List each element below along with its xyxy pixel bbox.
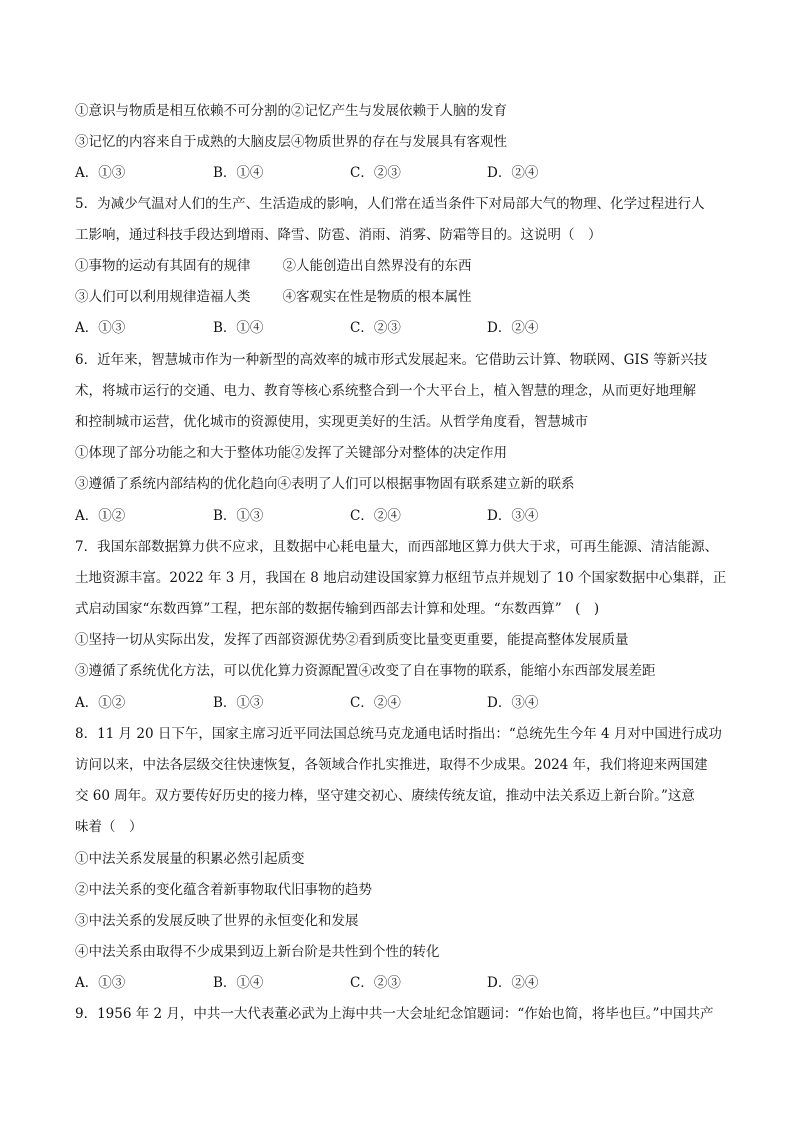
q6-option-b[interactable]: B．①③ — [213, 508, 264, 524]
q5-statement-1: ①事物的运动有其固有的规律 — [75, 258, 251, 274]
q6-option-d[interactable]: D．③④ — [487, 508, 539, 524]
q4-option-a[interactable]: A．①③ — [75, 165, 126, 181]
q8-statement-3: ③中法关系的发展反映了世界的永恒变化和发展 — [75, 913, 359, 929]
q4-option-b[interactable]: B．①④ — [213, 165, 264, 181]
q7-statement-1: ①坚持一切从实际出发，发挥了西部资源优势②看到质变比量变更重要，能提高整体发展质量 — [75, 632, 629, 648]
q7-option-c[interactable]: C．②④ — [350, 695, 401, 711]
q5-statement-2: ②人能创造出自然界没有的东西 — [282, 258, 472, 274]
q8-stem-line-3: 交 60 周年。双方要传好历史的接力棒，坚守建交初心、赓续传统友谊，推动中法关系迈上新台阶。”这意 — [75, 788, 695, 804]
q6-statement-1: ①体现了部分功能之和大于整体功能②发挥了关键部分对整体的决定作用 — [75, 445, 507, 461]
q8-stem-line-2: 访问以来，中法各层级交往快速恢复，各领域合作扎实推进，取得不少成果。2024 年，我们将迎来两国建 — [75, 757, 708, 773]
q8-option-a[interactable]: A．①③ — [75, 975, 126, 991]
q5-statement-3: ③人们可以利用规律造福人类 — [75, 289, 251, 305]
q5-option-a[interactable]: A．①③ — [75, 320, 126, 336]
q9-stem-line-1: 9．1956 年 2 月，中共一大代表董必武为上海中共一大会址纪念馆题词：“作始也简，将毕也巨。”中国共产 — [75, 1006, 714, 1022]
q5-statement-4: ④客观实在性是物质的根本属性 — [282, 289, 472, 305]
q8-stem-line-4: 味着（ ） — [75, 819, 143, 835]
q5-stem-line-1: 5．为减少气温对人们的生产、生活造成的影响，人们常在适当条件下对局部大气的物理、化学过程进行人 — [75, 196, 705, 212]
q7-statement-2: ③遵循了系统优化方法，可以优化算力资源配置④改变了自在事物的联系，能缩小东西部发展差距 — [75, 663, 656, 679]
q5-statement-row-1 — [75, 256, 472, 276]
q6-stem-line-3: 和控制城市运营，优化城市的资源使用，实现更美好的生活。从哲学角度看，智慧城市 — [75, 414, 588, 430]
q6-stem-line-1: 6．近年来，智慧城市作为一种新型的高效率的城市形式发展起来。它借助云计算、物联网、GIS 等新兴技 — [75, 352, 708, 368]
q4-option-d[interactable]: D．②④ — [487, 165, 539, 181]
q4-statement-2: ③记忆的内容来自于成熟的大脑皮层④物质世界的存在与发展具有客观性 — [75, 134, 507, 150]
q8-statement-2: ②中法关系的变化蕴含着新事物取代旧事物的趋势 — [75, 882, 372, 898]
q5-option-d[interactable]: D．②④ — [487, 320, 539, 336]
q6-stem-line-2: 术，将城市运行的交通、电力、教育等核心系统整合到一个大平台上，植入智慧的理念，从而更好地理解 — [75, 383, 696, 399]
q5-stem-line-2: 工影响，通过科技手段达到增雨、降雪、防雹、消雨、消雾、防霜等目的。这说明（ ） — [75, 227, 602, 243]
q5-option-b[interactable]: B．①④ — [213, 320, 264, 336]
q8-stem-line-1: 8．11 月 20 日下午，国家主席习近平同法国总统马克龙通电话时指出：“总统先生今年 4 月对中国进行成功 — [75, 726, 722, 742]
q7-stem-line-2: 土地资源丰富。2022 年 3 月，我国在 8 地启动建设国家算力枢纽节点并规划了 10 个国家数据中心集群，正 — [75, 570, 727, 586]
q6-option-a[interactable]: A．①② — [75, 508, 126, 524]
q7-option-d[interactable]: D．③④ — [487, 695, 539, 711]
q8-option-b[interactable]: B．①④ — [213, 975, 264, 991]
q8-statement-4: ④中法关系由取得不少成果到迈上新台阶是共性到个性的转化 — [75, 944, 440, 960]
q7-option-b[interactable]: B．①③ — [213, 695, 264, 711]
q7-stem-line-1: 7．我国东部数据算力供不应求，且数据中心耗电量大，而西部地区算力供大于求，可再生能源、清洁能源、 — [75, 539, 719, 555]
q7-option-a[interactable]: A．①② — [75, 695, 126, 711]
q5-statement-row-2 — [75, 287, 472, 307]
q8-statement-1: ①中法关系发展量的积累必然引起质变 — [75, 851, 305, 867]
q5-option-c[interactable]: C．②③ — [350, 320, 401, 336]
q4-option-c[interactable]: C．②③ — [350, 165, 401, 181]
q4-statement-1: ①意识与物质是相互依赖不可分割的②记忆产生与发展依赖于人脑的发育 — [75, 103, 507, 119]
q8-option-c[interactable]: C．②③ — [350, 975, 401, 991]
q6-option-c[interactable]: C．②④ — [350, 508, 401, 524]
q7-stem-line-3: 式启动国家“东数西算”工程，把东部的数据传输到西部去计算和处理。“东数西算” ( ) — [75, 601, 600, 617]
q8-option-d[interactable]: D．②④ — [487, 975, 539, 991]
q6-statement-2: ③遵循了系统内部结构的优化趋向④表明了人们可以根据事物固有联系建立新的联系 — [75, 476, 575, 492]
